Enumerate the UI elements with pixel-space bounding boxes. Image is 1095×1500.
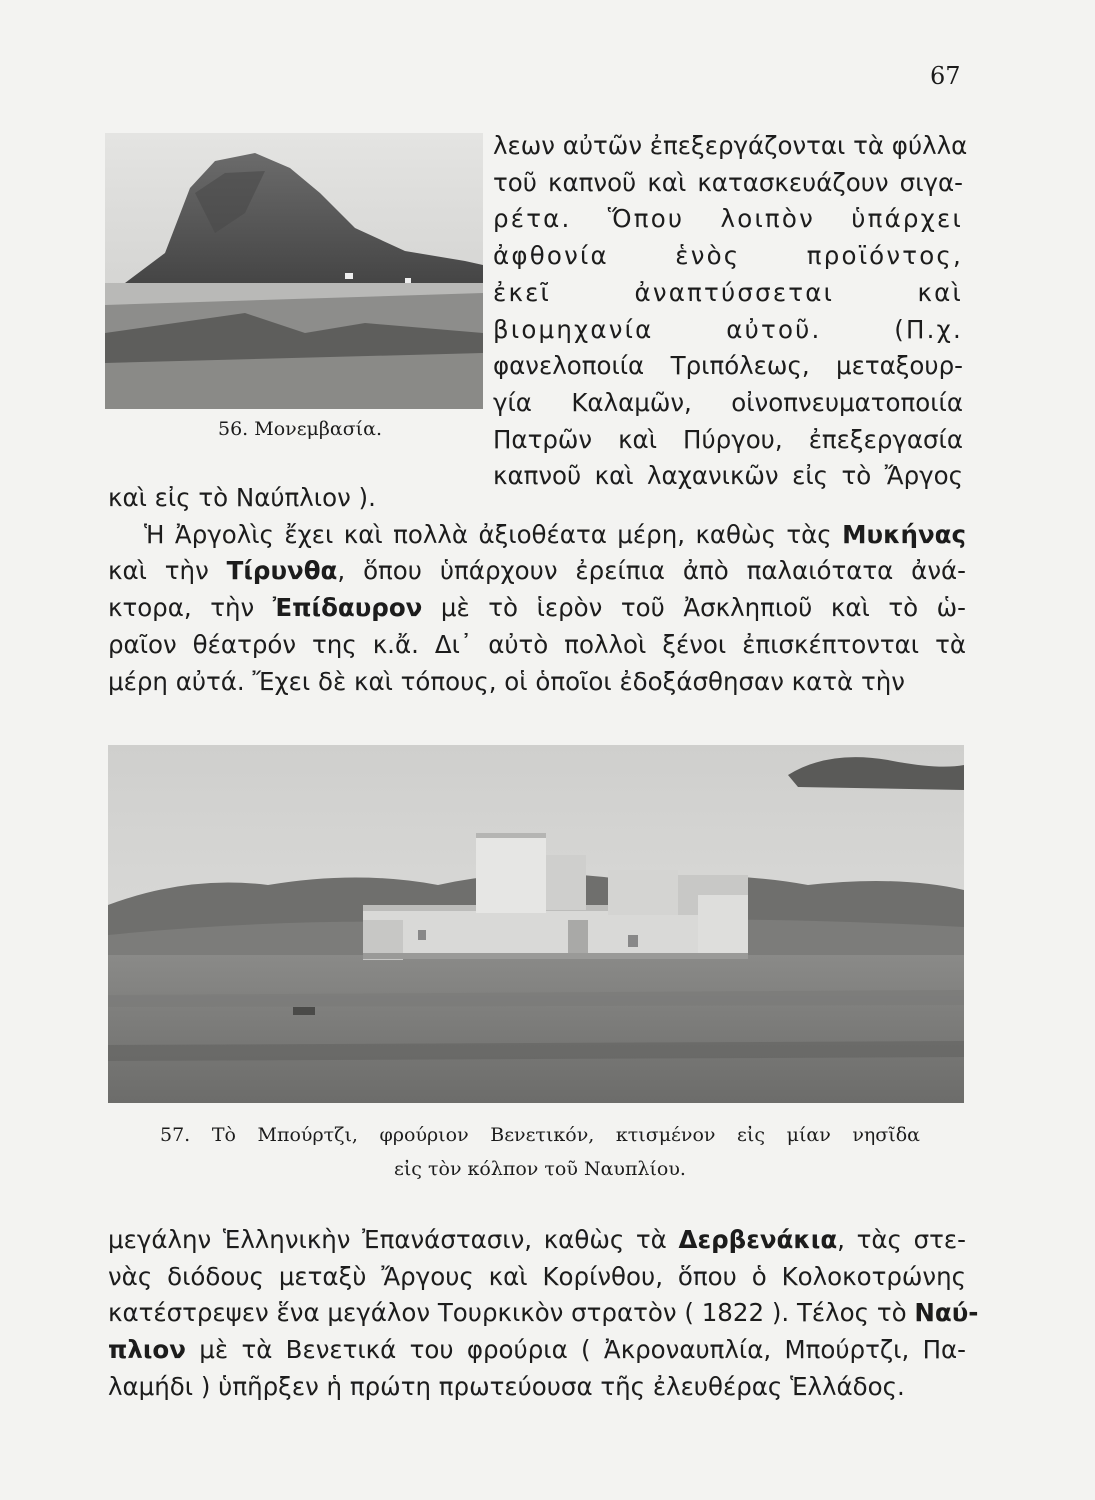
text-line	[108, 1332, 966, 1369]
place-name-nafplion-cont: πλιον	[108, 1335, 186, 1365]
place-name-nafplion: Ναύ-	[914, 1298, 979, 1328]
bottom-paragraph	[108, 1222, 979, 1406]
text-run: μὲ τὰ Βενετικά του φρούρια ( Ἀκροναυπλία, Μπούρτζι, Πα-	[185, 1335, 966, 1365]
place-name-mycenae: Μυκήνας	[842, 519, 966, 549]
side-line: καπνοῦ καὶ λαχανικῶν εἰς τὸ Ἄργος	[493, 461, 963, 491]
page-number: 67	[930, 62, 961, 90]
side-column-text	[493, 128, 968, 495]
text-line	[108, 517, 966, 554]
side-line: γία Καλαμῶν, οἰνοπνευματοποιία	[493, 387, 963, 417]
side-line: ρέτα. Ὅπου λοιπὸν ὑπάρχει	[493, 204, 963, 234]
text-line	[108, 1295, 979, 1332]
text-run: μὲ τὸ ἱερὸν τοῦ Ἀσκληπιοῦ καὶ τὸ ὡ-	[422, 593, 966, 623]
side-line: ἀφθονία ἑνὸς προϊόντος,	[493, 241, 963, 271]
side-line: Πατρῶν καὶ Πύργου, ἐπεξεργασία	[493, 424, 963, 454]
text-run: , ὅπου ὑπάρχουν ἐρείπια ἀπὸ παλαιότατα ἀνά-	[337, 556, 967, 586]
figure-56-caption: 56. Μονεμβασία.	[218, 418, 382, 440]
text-line	[108, 1222, 966, 1259]
text-run: μεγάλην Ἑλληνικὴν Ἐπανάστασιν, καθὼς τὰ	[108, 1225, 679, 1254]
main-paragraph	[108, 480, 966, 700]
text-line: ραῖον θέατρόν της κ.ἄ. Δι᾽ αὐτὸ πολλοὶ ξένοι ἐπισκέπτονται τὰ	[108, 629, 966, 659]
text-line	[108, 590, 966, 627]
place-name-tiryns: Τίρυνθα	[226, 556, 338, 586]
place-name-dervenakia: Δερβενάκια	[678, 1225, 838, 1254]
text-run: καὶ τὴν	[108, 556, 227, 586]
text-line: νὰς διόδους μεταξὺ Ἄργους καὶ Κορίνθου, ὅπου ὁ Κολοκοτρώνης	[108, 1261, 966, 1291]
text-run: κτορα, τὴν	[108, 593, 273, 623]
text-run: κατέστρεψεν ἕνα μεγάλον Τουρκικὸν στρατὸν ( 1822 ). Τέλος τὸ	[108, 1298, 915, 1328]
bourtzi-photo	[108, 745, 964, 1103]
monemvasia-photo	[105, 133, 483, 409]
caption-line: εἰς τὸν κόλπον τοῦ Ναυπλίου.	[394, 1158, 686, 1180]
side-line: φανελοποιία Τριπόλεως, μεταξουρ-	[493, 351, 963, 381]
side-line: τοῦ καπνοῦ καὶ κατασκευάζουν σιγα-	[493, 167, 963, 197]
text-line: καὶ εἰς τὸ Ναύπλιον ).	[108, 483, 376, 512]
side-line: λεων αὐτῶν ἐπεξεργάζονται τὰ φύλλα	[493, 131, 968, 160]
text-line	[108, 553, 966, 590]
text-line: μέρη αὐτά. Ἔχει δὲ καὶ τόπους, οἱ ὁποῖοι ἐδοξάσθησαν κατὰ τὴν	[108, 666, 905, 696]
text-run: , τὰς στε-	[837, 1225, 966, 1254]
place-name-epidaurus: Ἐπίδαυρον	[272, 593, 423, 623]
text-run: Ἡ Ἀργολὶς ἔχει καὶ πολλὰ ἀξιοθέατα μέρη, καθὼς τὰς	[144, 519, 843, 549]
side-line: βιομηχανία αὐτοῦ. (Π.χ.	[493, 314, 963, 344]
side-line: ἐκεῖ ἀναπτύσσεται καὶ	[493, 277, 963, 307]
text-line: λαμήδι ) ὑπῆρξεν ἡ πρώτη πρωτεύουσα τῆς ἐλευθέρας Ἑλλάδος.	[108, 1371, 905, 1401]
caption-line: 57. Τὸ Μπούρτζι, φρούριον Βενετικόν, κτισμένον εἰς μίαν νησῖδα	[160, 1124, 920, 1146]
figure-57-caption	[160, 1118, 920, 1186]
